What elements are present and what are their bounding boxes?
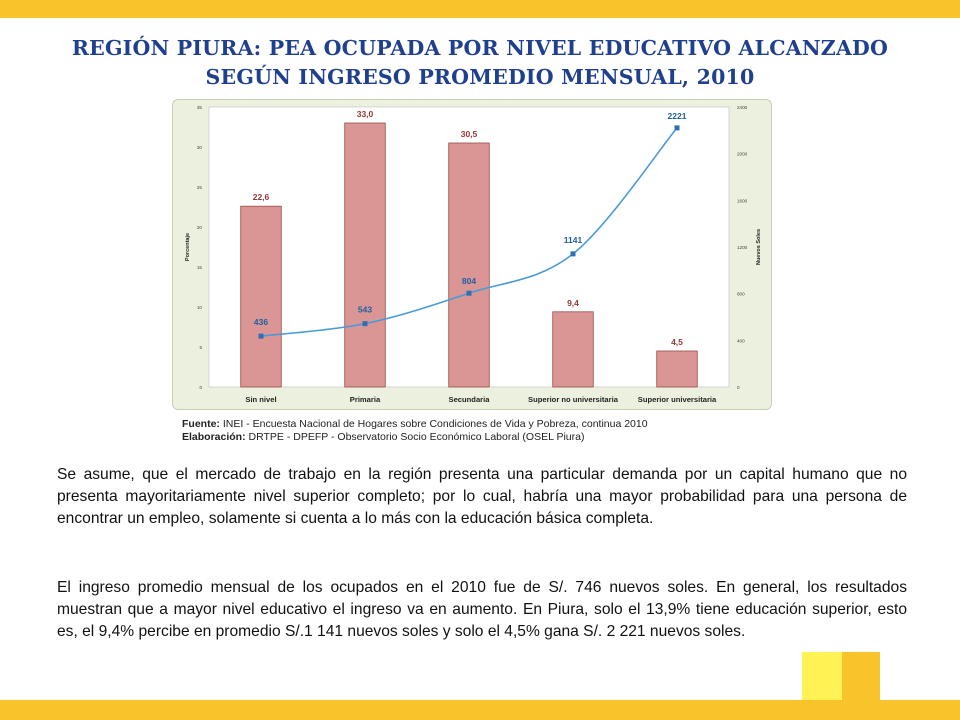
page-title xyxy=(20,34,940,92)
source-label: Fuente: xyxy=(182,418,220,430)
y-right-tick-label: 800 xyxy=(737,291,745,297)
bar-data-label: 22,6 xyxy=(252,192,270,203)
y-left-tick-label: 30 xyxy=(196,145,202,150)
y-right-tick-label: 2400 xyxy=(737,105,748,110)
bar-sin-nivel xyxy=(241,206,282,387)
bar-superior-no-universitaria xyxy=(553,312,594,387)
y-left-tick-label: 25 xyxy=(196,185,202,190)
elaboration-text: DRTPE - DPEFP - Observatorio Socio Económico Laboral (OSEL Piura) xyxy=(248,431,585,443)
paragraph-2: El ingreso promedio mensual de los ocupados en el 2010 fue de S/. 746 nuevos soles. En general, los resultados muestran que a mayor nivel educativo el ingreso va en aumento. En Piura, solo el 13,9% tiene educación superior, esto es, el 9,4% percibe en promedio S/.1 141 nuevos soles y solo el 4,5% gana S/. 2 221 nuevos soles. xyxy=(57,579,907,641)
x-tick-label: Primaria xyxy=(349,395,381,404)
top-accent-bar xyxy=(0,0,960,18)
y-left-tick-label: 0 xyxy=(199,385,202,390)
y-right-tick-label: 2000 xyxy=(737,151,748,157)
bottom-accent-bar xyxy=(0,700,960,720)
bar-data-label: 4,5 xyxy=(671,337,683,347)
chart-source xyxy=(182,418,782,444)
x-tick-label: Sin nivel xyxy=(245,395,277,404)
income-point xyxy=(363,321,368,326)
y-left-axis-title: Porcentaje xyxy=(185,232,191,262)
y-left-tick-label: 5 xyxy=(199,345,202,350)
paragraph-1: Se asume, que el mercado de trabajo en la región presenta una particular demanda por un capital humano que no presenta mayoritariamente nivel superior completo; por lo cual, habría una mayor probabilidad para una persona de encontrar un empleo, solamente si cuenta a lo más con la educación básica completa. xyxy=(57,466,907,528)
bar-superior-universitaria xyxy=(657,351,698,387)
combo-chart xyxy=(173,100,773,411)
y-left-tick-label: 10 xyxy=(196,305,202,310)
income-point xyxy=(675,125,680,130)
income-point xyxy=(571,251,576,256)
bar-primaria xyxy=(345,123,386,387)
x-tick-label: Superior no universitaria xyxy=(528,395,618,404)
bar-secundaria xyxy=(449,143,490,387)
y-right-tick-label: 0 xyxy=(737,385,740,390)
y-left-tick-label: 20 xyxy=(196,225,202,230)
income-point xyxy=(467,291,472,296)
bar-data-label: 30,5 xyxy=(460,129,478,139)
bar-data-label: 33,0 xyxy=(356,109,374,119)
line-data-label: 1141 xyxy=(563,234,583,245)
x-tick-label: Superior universitaria xyxy=(637,395,717,404)
line-data-label: 804 xyxy=(461,276,477,287)
y-left-tick-label: 15 xyxy=(196,265,202,270)
line-data-label: 543 xyxy=(357,304,373,315)
title-line-1: REGIÓN PIURA: PEA OCUPADA POR NIVEL EDUCATIVO ALCANZADO xyxy=(71,36,889,60)
elaboration-line xyxy=(182,431,782,444)
y-right-axis-title: Nuevos Soles xyxy=(756,228,762,266)
y-right-tick-label: 1600 xyxy=(737,198,748,204)
line-data-label: 2221 xyxy=(667,110,687,121)
y-right-tick-label: 1200 xyxy=(737,245,748,250)
y-right-tick-label: 400 xyxy=(737,338,745,344)
income-point xyxy=(259,334,264,339)
elaboration-label: Elaboración: xyxy=(182,431,246,443)
title-line-2: SEGÚN INGRESO PROMEDIO MENSUAL, 2010 xyxy=(205,65,755,89)
chart-panel xyxy=(172,99,772,410)
x-tick-label: Secundaria xyxy=(448,395,490,404)
source-line xyxy=(182,418,782,431)
bar-data-label: 9,4 xyxy=(567,297,579,308)
line-data-label: 436 xyxy=(253,317,269,328)
y-left-tick-label: 35 xyxy=(196,105,202,110)
source-text: INEI - Encuesta Nacional de Hogares sobre Condiciones de Vida y Pobreza, continua 2010 xyxy=(222,418,648,430)
